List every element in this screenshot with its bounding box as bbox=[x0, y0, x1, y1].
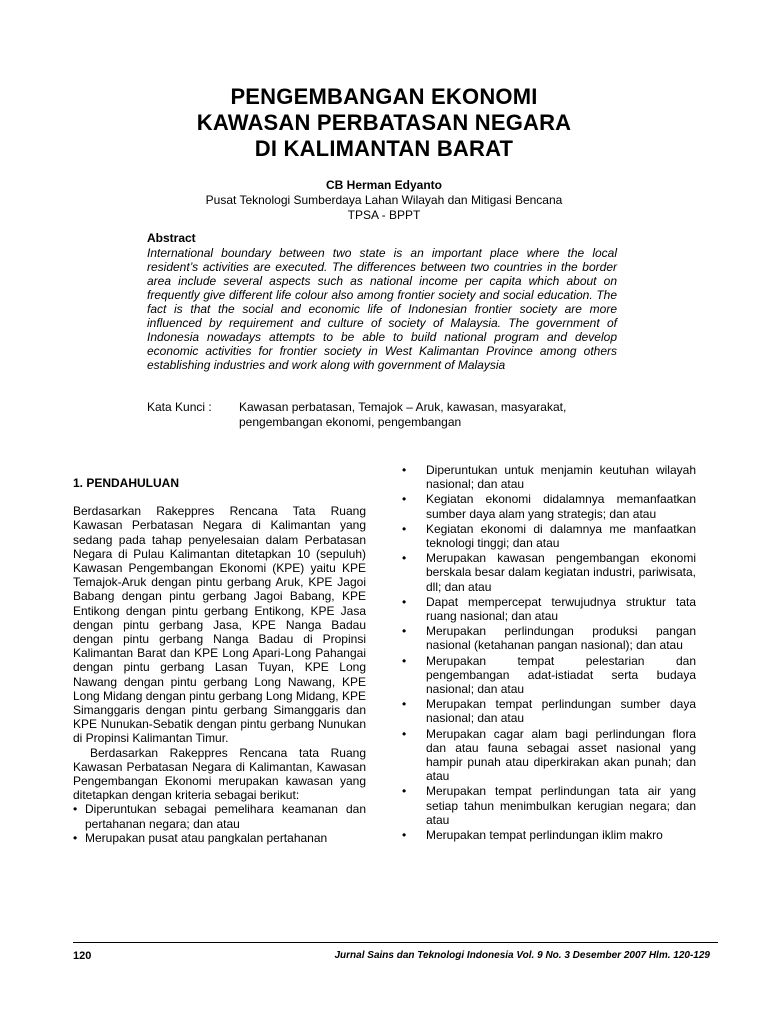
list-item bbox=[73, 802, 366, 830]
list-item bbox=[400, 595, 696, 623]
bullet-icon: • bbox=[402, 492, 407, 507]
bullet-icon: • bbox=[402, 828, 407, 843]
list-item-text: Merupakan kawasan pengembangan ekonomi berskala besar dalam kegiatan industri, pariwisata, dll; dan atau bbox=[426, 551, 696, 594]
list-item-text: Merupakan tempat perlindungan sumber daya nasional; dan atau bbox=[426, 697, 696, 726]
list-item-text: Diperuntukan untuk menjamin keutuhan wilayah nasional; dan atau bbox=[426, 463, 696, 492]
list-item-text: Merupakan perlindungan produksi pangan nasional (ketahanan pangan nasional); dan atau bbox=[426, 624, 696, 653]
bullet-icon: • bbox=[402, 594, 407, 609]
list-item bbox=[400, 784, 696, 827]
list-item-text: Merupakan tempat perlindungan iklim makro bbox=[426, 828, 663, 843]
list-item bbox=[400, 727, 696, 784]
list-item bbox=[400, 551, 696, 594]
author-institution: TPSA - BPPT bbox=[347, 208, 421, 222]
bullet-icon: • bbox=[402, 521, 407, 536]
list-item bbox=[400, 697, 696, 725]
abstract-heading: Abstract bbox=[147, 231, 196, 245]
bullet-icon: • bbox=[73, 802, 78, 817]
list-item-text: Merupakan tempat pelestarian dan pengembangan adat-istiadat serta budaya nasional; dan atau bbox=[426, 653, 696, 697]
author-block bbox=[0, 178, 768, 223]
list-item-text: Merupakan tempat perlindungan tata air yang setiap tahun menimbulkan kerugian negara; dan atau bbox=[426, 784, 696, 827]
bullet-icon: • bbox=[402, 624, 407, 639]
keywords-text: Kawasan perbatasan, Temajok – Aruk, kawasan, masyarakat, pengembangan ekonomi, pengembangan bbox=[239, 400, 567, 429]
intro-paragraph-2: Berdasarkan Rakeppres Rencana tata Ruang Kawasan Perbatasan Negara di Kalimantan, Kawasan Pengembangan Ekonomi merupakan kawasan yang ditetapkan dengan kriteria sebagai berikut: bbox=[73, 745, 366, 803]
bullet-icon: • bbox=[402, 726, 407, 741]
criteria-list-left bbox=[73, 802, 366, 845]
page-number: 120 bbox=[73, 950, 92, 962]
bullet-icon: • bbox=[402, 463, 407, 477]
list-item bbox=[400, 654, 696, 697]
left-column bbox=[73, 476, 366, 845]
intro-paragraph-1: Berdasarkan Rakeppres Rencana Tata Ruang Kawasan Perbatasan Negara di Kalimantan yang sedang pada tahap penyelesaian dalam Perbatasan Negara di Pulau Kalimantan ditetapkan 10 (sepuluh) Kawasan Pengembangan Ekonomi (KPE) yaitu KPE Temajok-Aruk dengan pintu gerbang Aruk, KPE Jagoi Babang dengan pintu gerbang Jagoi Babang, KPE Entikong dengan pintu gerbang Entikong, KPE Jasa dengan pintu gerbang Jasa, KPE Nanga Badau dengan pintu gerbang Nanga Badau di Propinsi Kalimantan Barat dan KPE Long Apari-Long Pahangai dengan pintu gerbang Lasan Tuyan, KPE Long Nawang dengan pintu gerbang Long Nawang, KPE Long Midang dengan pintu gerbang Long Midang, KPE Simanggaris dengan pintu gerbang Simanggaris dan KPE Nunukan-Sebatik dengan pintu gerbang Nunukan di Propinsi Kalimantan Timur. bbox=[73, 504, 366, 746]
list-item-text: Dapat mempercepat terwujudnya struktur tata ruang nasional; dan atau bbox=[426, 594, 696, 624]
list-item-text: Kegiatan ekonomi di dalamnya me manfaatkan teknologi tinggi; dan atau bbox=[426, 521, 696, 551]
list-item bbox=[73, 831, 366, 845]
bullet-icon: • bbox=[402, 653, 407, 668]
section-heading: 1. PENDAHULUAN bbox=[73, 476, 180, 490]
footer-divider bbox=[73, 942, 718, 943]
paper-title bbox=[0, 84, 768, 162]
list-item-text: Merupakan cagar alam bagi perlindungan flora dan atau fauna sebagai asset nasional yang hampir punah atau diperkirakan akan punah; dan atau bbox=[426, 726, 696, 784]
abstract bbox=[147, 230, 617, 372]
list-item bbox=[400, 463, 696, 491]
list-item-text: Merupakan pusat atau pangkalan pertahanan bbox=[85, 830, 328, 845]
bullet-icon: • bbox=[73, 830, 78, 845]
bullet-icon: • bbox=[402, 697, 407, 712]
criteria-list-right bbox=[400, 463, 696, 842]
list-item bbox=[400, 828, 696, 842]
journal-citation: Jurnal Sains dan Teknologi Indonesia Vol. 9 No. 3 Desember 2007 Hlm. 120-129 bbox=[334, 950, 710, 961]
abstract-text: International boundary between two state is an important place where the local resident’s activities are executed. The differences between two countries in the border area include several aspects such as national income per capita which about on frequently give different life colour also among frontier society and social education. The fact is that the social and economic life of Indonesian frontier society are more influenced by requirement and culture of society of Malaysia. The government of Indonesia nowadays attempts to be able to build national program and develop economic activities for frontier society in West Kalimantan Province among others establishing industries and work along with government of Malaysia bbox=[147, 246, 617, 372]
bullet-icon: • bbox=[402, 784, 407, 799]
list-item-text: Kegiatan ekonomi didalamnya memanfaatkan sumber daya alam yang strategis; dan atau bbox=[426, 492, 696, 521]
author-name: CB Herman Edyanto bbox=[325, 178, 443, 192]
list-item bbox=[400, 522, 696, 550]
bullet-icon: • bbox=[402, 551, 407, 566]
list-item-text: Diperuntukan sebagai pemelihara keamanan dan pertahanan negara; dan atau bbox=[85, 802, 366, 831]
keywords bbox=[147, 400, 627, 430]
title-line-2: KAWASAN PERBATASAN NEGARA bbox=[196, 110, 572, 135]
keywords-label: Kata Kunci : bbox=[147, 400, 212, 414]
title-line-1: PENGEMBANGAN EKONOMI bbox=[230, 84, 538, 109]
list-item bbox=[400, 492, 696, 520]
list-item bbox=[400, 624, 696, 652]
right-column bbox=[400, 463, 696, 843]
title-line-3: DI KALIMANTAN BARAT bbox=[254, 136, 514, 161]
author-affiliation: Pusat Teknologi Sumberdaya Lahan Wilayah dan Mitigasi Bencana bbox=[205, 193, 563, 207]
